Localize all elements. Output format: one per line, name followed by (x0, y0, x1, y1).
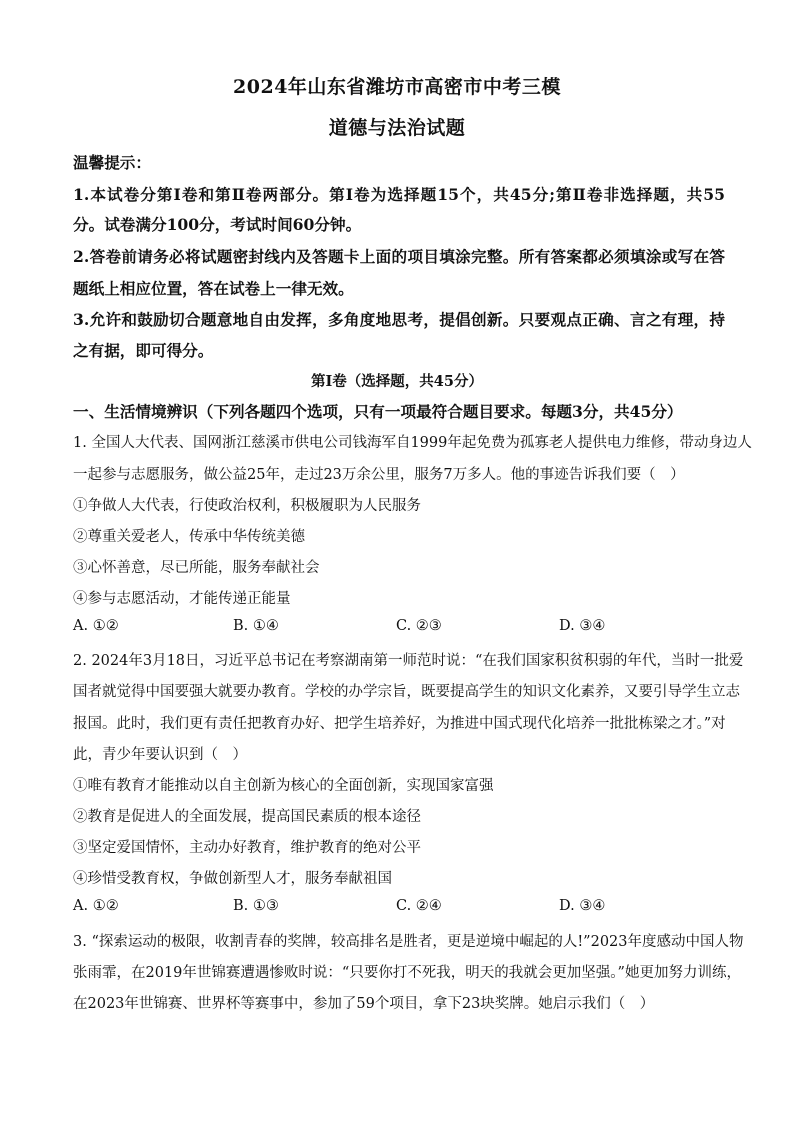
section-heading: 第Ⅰ卷（选择题，共45分） (311, 373, 483, 390)
statement-item: ④珍惜受教育权，争做创新型人才，服务奉献祖国 (73, 871, 392, 887)
notice-line: 之有据，即可得分。 (73, 341, 214, 360)
notice-line: 题纸上相应位置，答在试卷上一律无效。 (73, 279, 354, 298)
part-heading: 一、生活情境辨识（下列各题四个选项，只有一项最符合题目要求。每题3分，共45分） (73, 402, 683, 421)
question-stem: 此，青少年要认识到（ ） (73, 747, 247, 763)
notice-line: 分。试卷满分100分，考试时间60分钟。 (73, 215, 362, 234)
statement-item: ①争做人大代表，行使政治权利，积极履职为人民服务 (73, 498, 421, 514)
statement-item: ②教育是促进人的全面发展，提高国民素质的根本途径 (73, 809, 421, 825)
statement-item: ④参与志愿活动，才能传递正能量 (73, 591, 291, 607)
question-stem: 国者就觉得中国要强大就要办教育。学校的办学宗旨，既要提高学生的知识文化素养，又要引导学生立志 (73, 684, 740, 700)
notice-line: 3.允许和鼓励切合题意地自由发挥，多角度地思考，提倡创新。只要观点正确、言之有理，持 (73, 310, 725, 329)
option-b: B. ①④ (233, 618, 279, 634)
question-stem: 一起参与志愿服务，做公益25年，走过23万余公里，服务7万多人。他的事迹告诉我们要（ ） (73, 467, 685, 483)
question-stem: 3. “探索运动的极限，收割青春的奖牌，较高排名是胜者，更是逆境中崛起的人!”2023年度感动中国人物 (73, 934, 744, 950)
option-a: A. ①② (73, 618, 119, 634)
question-stem: 1. 全国人大代表、国网浙江慈溪市供电公司钱海军自1999年起免费为孤寡老人提供电力维修，带动身边人 (73, 435, 752, 451)
statement-item: ②尊重关爱老人，传承中华传统美德 (73, 529, 305, 545)
statement-item: ③心怀善意，尽已所能，服务奉献社会 (73, 560, 320, 576)
statement-item: ①唯有教育才能推动以自主创新为核心的全面创新，实现国家富强 (73, 778, 494, 794)
option-a: A. ①② (73, 898, 119, 914)
notice-line: 2.答卷前请务必将试题密封线内及答题卡上面的项目填涂完整。所有答案都必须填涂或写在答 (73, 247, 725, 266)
notice-line: 1.本试卷分第Ⅰ卷和第Ⅱ卷两部分。第Ⅰ卷为选择题15个，共45分;第Ⅱ卷非选择题，共55 (73, 185, 725, 204)
option-d: D. ③④ (559, 898, 606, 914)
notice-heading: 温馨提示： (73, 153, 151, 172)
page-subtitle: 道德与法治试题 (328, 117, 466, 139)
question-stem: 报国。此时，我们更有责任把教育办好、把学生培养好，为推进中国式现代化培养一批批栋梁之才。”对 (73, 716, 726, 732)
option-c: C. ②④ (396, 898, 442, 914)
statement-item: ③坚定爱国情怀，主动办好教育，维护教育的绝对公平 (73, 840, 421, 856)
page-title: 2024年山东省潍坊市高密市中考三模 (233, 76, 561, 98)
question-stem: 2. 2024年3月18日，习近平总书记在考察湖南第一师范时说：“在我们国家积贫积弱的年代，当时一批爱 (73, 653, 744, 669)
question-stem: 张雨霏，在2019年世锦赛遭遇惨败时说：“只要你打不死我，明天的我就会更加坚强。”她更加努力训练， (73, 965, 741, 981)
question-stem: 在2023年世锦赛、世界杯等赛事中，参加了59个项目，拿下23块奖牌。她启示我们（ ） (73, 996, 655, 1012)
option-b: B. ①③ (233, 898, 279, 914)
option-c: C. ②③ (396, 618, 442, 634)
option-d: D. ③④ (559, 618, 606, 634)
